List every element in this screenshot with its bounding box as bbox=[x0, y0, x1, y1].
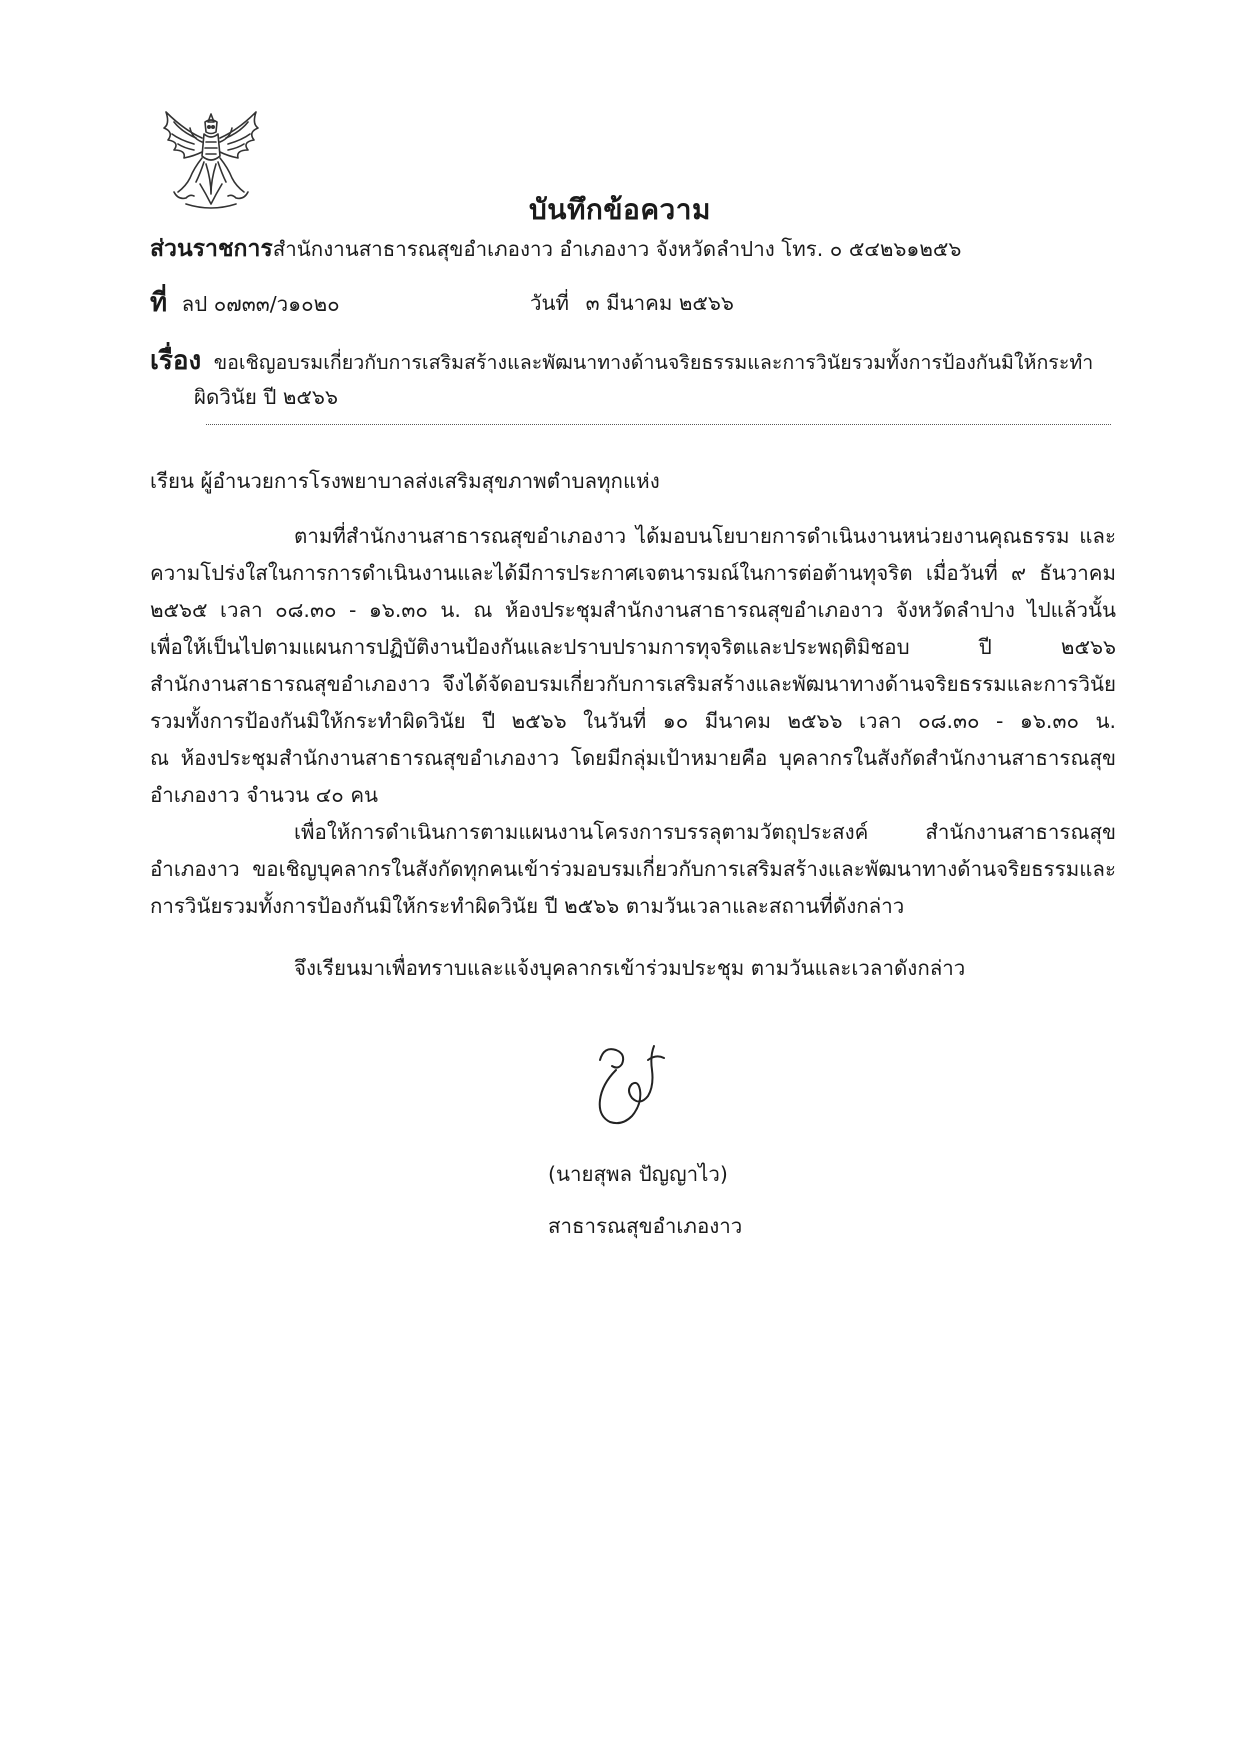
salutation: เรียน ผู้อำนวยการโรงพยาบาลส่งเสริมสุขภาพตำบลทุกแห่ง bbox=[150, 469, 660, 493]
date-line bbox=[530, 288, 734, 318]
body-paragraph-1 bbox=[150, 518, 1116, 814]
paragraph-line: ณ ห้องประชุมสำนักงานสาธารณสุขอำเภองาว โดยมีกลุ่มเป้าหมายคือ บุคลากรในสังกัดสำนักงานสาธารณสุข bbox=[150, 746, 1116, 770]
paragraph-line: ๒๕๖๕ เวลา ๐๘.๓๐ - ๑๖.๓๐ น. ณ ห้องประชุมสำนักงานสาธารณสุขอำเภองาว จังหวัดลำปาง ไปแล้วนั้น bbox=[150, 598, 1116, 622]
reference-number: ลป ๐๗๓๓/ว๑๐๒๐ bbox=[181, 292, 340, 316]
body-paragraph-2 bbox=[150, 814, 1116, 925]
subject-label: เรื่อง bbox=[150, 346, 202, 376]
handwritten-signature bbox=[592, 1040, 672, 1140]
reference-label: ที่ bbox=[150, 288, 168, 318]
subject-text-1: ขอเชิญอบรมเกี่ยวกับการเสริมสร้างและพัฒนาทางด้านจริยธรรมและการวินัยรวมทั้งการป้องกันมิให้กระทำ bbox=[213, 351, 1094, 374]
paragraph-line: ตามที่สำนักงานสาธารณสุขอำเภองาว ได้มอบนโยบายการดำเนินงานหน่วยงานคุณธรรม และ bbox=[294, 524, 1116, 548]
agency-label: ส่วนราชการ bbox=[150, 236, 273, 262]
date-value: ๓ มีนาคม ๒๕๖๖ bbox=[585, 291, 734, 315]
paragraph-line: สำนักงานสาธารณสุขอำเภองาว จึงได้จัดอบรมเกี่ยวกับการเสริมสร้างและพัฒนาทางด้านจริยธรรมและการวินัย bbox=[150, 672, 1116, 696]
subject-text-2: ผิดวินัย ปี ๒๕๖๖ bbox=[194, 385, 338, 409]
paragraph-line: เพื่อให้เป็นไปตามแผนการปฏิบัติงานป้องกันและปราบปรามการทุจริตและประพฤติมิชอบ ปี ๒๕๖๖ bbox=[150, 635, 1116, 659]
subject-line-1 bbox=[150, 346, 1093, 378]
signer-position: สาธารณสุขอำเภองาว bbox=[548, 1214, 743, 1238]
paragraph-line: อำเภองาว จำนวน ๔๐ คน bbox=[150, 783, 379, 807]
memo-title: บันทึกข้อความ bbox=[529, 193, 711, 226]
paragraph-line: การวินัยรวมทั้งการป้องกันมิให้กระทำผิดวินัย ปี ๒๕๖๖ ตามวันเวลาและสถานที่ดังกล่าว bbox=[150, 894, 905, 918]
agency-line bbox=[150, 234, 961, 264]
reference-line bbox=[150, 288, 340, 319]
signer-name: (นายสุพล ปัญญาไว) bbox=[548, 1162, 728, 1186]
paragraph-line: ความโปร่งใสในการการดำเนินงานและได้มีการประกาศเจตนารมณ์ในการต่อต้านทุจริต เมื่อวันที่ ๙ ธันวาคม bbox=[150, 561, 1116, 585]
agency-value: สำนักงานสาธารณสุขอำเภองาว อำเภองาว จังหวัดลำปาง โทร. ๐ ๕๔๒๖๑๒๕๖ bbox=[272, 237, 962, 261]
subject-line-2 bbox=[194, 382, 338, 412]
date-label: วันที่ bbox=[530, 291, 570, 315]
closing-statement: จึงเรียนมาเพื่อทราบและแจ้งบุคลากรเข้าร่วมประชุม ตามวันและเวลาดังกล่าว bbox=[294, 956, 966, 980]
paragraph-line: เพื่อให้การดำเนินการตามแผนงานโครงการบรรลุตามวัตถุประสงค์ สำนักงานสาธารณสุข bbox=[294, 820, 1116, 844]
subject-divider bbox=[206, 424, 1111, 425]
paragraph-line: อำเภองาว ขอเชิญบุคลากรในสังกัดทุกคนเข้าร่วมอบรมเกี่ยวกับการเสริมสร้างและพัฒนาทางด้านจริยธรรมและ bbox=[150, 857, 1116, 881]
paragraph-line: รวมทั้งการป้องกันมิให้กระทำผิดวินัย ปี ๒๕๖๖ ในวันที่ ๑๐ มีนาคม ๒๕๖๖ เวลา ๐๘.๓๐ - ๑๖.๓๐ น. bbox=[150, 709, 1116, 733]
